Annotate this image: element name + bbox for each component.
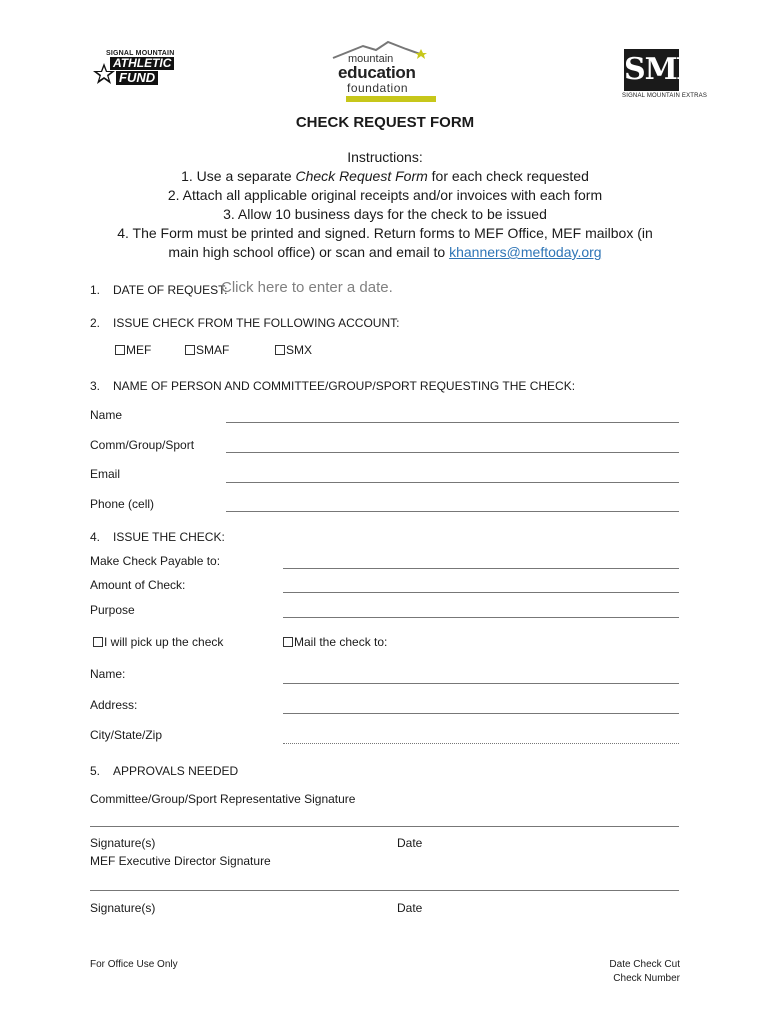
requester-label: NAME OF PERSON AND COMMITTEE/GROUP/SPORT REQUESTING THE CHECK:: [113, 379, 576, 393]
mail-name-field[interactable]: [283, 683, 679, 684]
mef-director-signature-line[interactable]: [90, 890, 679, 891]
account-smaf-checkbox[interactable]: SMAF: [185, 343, 229, 357]
phone-label: Phone (cell): [90, 497, 155, 511]
purpose-label: Purpose: [90, 603, 135, 617]
instruction-3: 3. Allow 10 business days for the check to be issued: [223, 206, 547, 222]
mail-address-field[interactable]: [283, 713, 679, 714]
mef-director-signature-label: MEF Executive Director Signature: [90, 854, 271, 868]
checkbox-icon: [115, 345, 125, 355]
name-label: Name: [90, 408, 123, 422]
instruction-2: 2. Attach all applicable original receipts and/or invoices with each form: [167, 187, 603, 203]
amount-label: Amount of Check:: [90, 578, 186, 592]
section-2-number: 2.: [90, 316, 101, 330]
mef-date-label: Date: [397, 901, 423, 915]
date-check-cut-label: Date Check Cut: [609, 959, 680, 970]
checkbox-icon: [185, 345, 195, 355]
issue-the-check-label: ISSUE THE CHECK:: [113, 530, 225, 544]
payable-to-label: Make Check Payable to:: [90, 554, 221, 568]
section-1-number: 1.: [90, 283, 101, 297]
rep-signature-label: Committee/Group/Sport Representative Signature: [90, 792, 356, 806]
rep-signatures-label: Signature(s): [90, 836, 156, 850]
account-smx-checkbox[interactable]: SMX: [275, 343, 312, 357]
rep-signature-line[interactable]: [90, 826, 679, 827]
phone-field[interactable]: [226, 511, 679, 512]
instruction-4-line-1: 4. The Form must be printed and signed. Return forms to MEF Office, MEF mailbox (in: [117, 225, 653, 241]
account-mef-checkbox[interactable]: MEF: [115, 343, 151, 357]
checkbox-icon: [275, 345, 285, 355]
mail-city-state-zip-label: City/State/Zip: [90, 728, 163, 742]
signal-mountain-athletic-fund-logo: SIGNAL MOUNTAIN ATHLETIC FUND: [92, 50, 172, 88]
mail-address-label: Address:: [90, 698, 138, 712]
amount-field[interactable]: [283, 592, 679, 593]
email-field[interactable]: [226, 482, 679, 483]
section-5-number: 5.: [90, 764, 101, 778]
mef-signatures-label: Signature(s): [90, 901, 156, 915]
comm-group-sport-field[interactable]: [226, 452, 679, 453]
signal-mountain-extras-logo: SMX SIGNAL MOUNTAIN EXTRAS: [622, 49, 682, 103]
instruction-4-line-2: main high school office) or scan and email to khanners@meftoday.org: [168, 244, 602, 260]
mail-city-state-zip-field[interactable]: [283, 743, 679, 744]
date-of-request-label: DATE OF REQUEST:: [113, 283, 228, 297]
rep-date-label: Date: [397, 836, 423, 850]
mail-name-label: Name:: [90, 667, 126, 681]
form-title: CHECK REQUEST FORM: [295, 114, 475, 131]
instructions-heading: Instructions:: [347, 149, 423, 165]
comm-group-sport-label: Comm/Group/Sport: [90, 438, 195, 452]
purpose-field[interactable]: [283, 617, 679, 618]
section-3-number: 3.: [90, 379, 101, 393]
date-picker-field[interactable]: Click here to enter a date.: [221, 279, 393, 296]
mountain-education-foundation-logo: mountain education foundation: [328, 40, 448, 104]
check-number-label: Check Number: [613, 973, 680, 984]
checkbox-icon: [93, 637, 103, 647]
instruction-1: 1. Use a separate Check Request Form for each check requested: [181, 168, 589, 184]
logo-tagline-bar: [346, 96, 436, 102]
issue-check-from-label: ISSUE CHECK FROM THE FOLLOWING ACCOUNT:: [113, 316, 400, 330]
section-4-number: 4.: [90, 530, 101, 544]
email-link[interactable]: khanners@meftoday.org: [449, 244, 602, 260]
payable-to-field[interactable]: [283, 568, 679, 569]
email-label: Email: [90, 467, 121, 481]
office-use-label: For Office Use Only: [90, 959, 178, 970]
name-field[interactable]: [226, 422, 679, 423]
approvals-needed-label: APPROVALS NEEDED: [113, 764, 239, 778]
mail-checkbox[interactable]: Mail the check to:: [283, 635, 387, 649]
checkbox-icon: [283, 637, 293, 647]
pickup-checkbox[interactable]: I will pick up the check: [93, 635, 223, 649]
